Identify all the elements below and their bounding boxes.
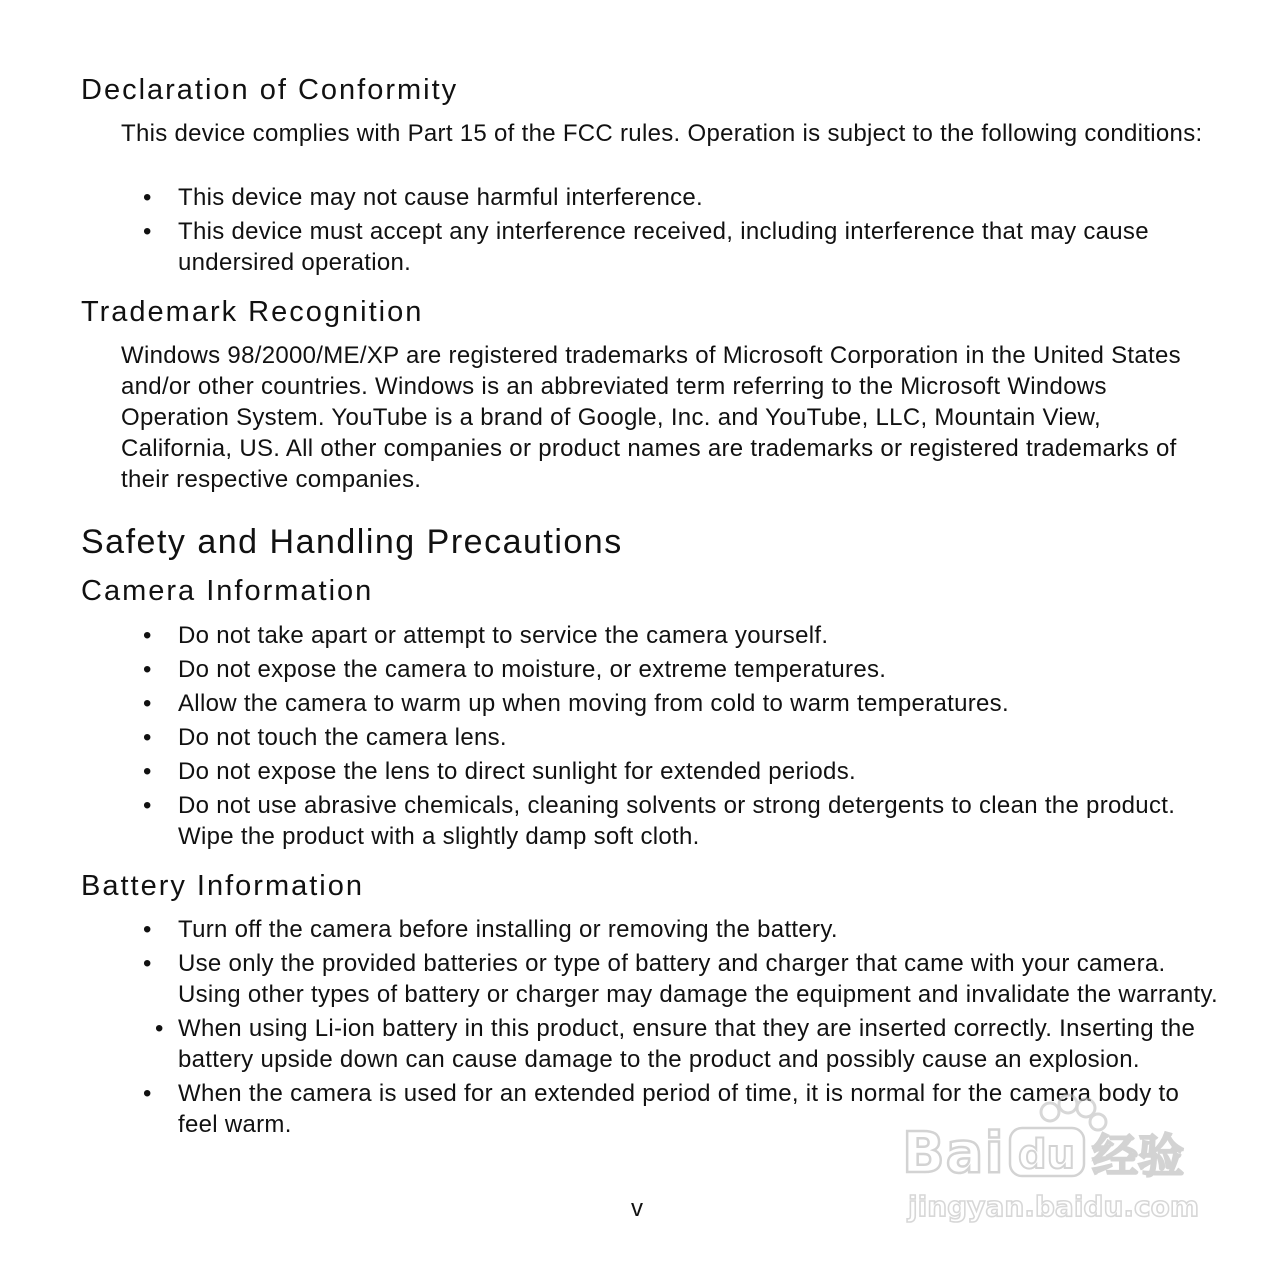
list-item: • This device may not cause harmful interference.	[143, 184, 704, 211]
bullet-icon: •	[143, 622, 152, 649]
bullet-icon: •	[143, 690, 152, 717]
declaration-intro: This device complies with Part 15 of the FCC rules. Operation is subject to the following conditions:	[121, 120, 1203, 147]
list-item: • Allow the camera to warm up when moving from cold to warm temperatures.	[143, 690, 1009, 717]
list-item: • When using Li-ion battery in this product, ensure that they are inserted correctly. Inserting the battery upside down can cause damage to the product and possibly cause an explosion.	[155, 1015, 1196, 1073]
list-item: • This device must accept any interference received, including interference that may cause undersired operation.	[143, 218, 1149, 276]
trademark-body: Windows 98/2000/ME/XP are registered trademarks of Microsoft Corporation in the United States and/or other countries. Windows is an abbreviated term referring to the Microsoft Windows Operation System. YouTube is a brand of Google, Inc. and YouTube, LLC, Mountain View, California, US. All other companies or product names are trademarks or registered trademarks of their respective companies.	[121, 342, 1181, 493]
bullet-icon: •	[155, 1015, 164, 1042]
declaration-heading: Declaration of Conformity	[81, 74, 459, 106]
declaration-list	[0, 182, 1278, 281]
list-item: • Use only the provided batteries or type of battery and charger that came with your camera. Using other types of battery or charger may damage the equipment and invalidate the warranty.	[143, 950, 1219, 1008]
svg-text:jingyan.baidu.com: jingyan.baidu.com	[908, 1190, 1200, 1223]
camera-heading: Camera Information	[81, 575, 374, 607]
list-item: • Turn off the camera before installing or removing the battery.	[143, 916, 838, 943]
svg-text:经验: 经验	[1092, 1129, 1184, 1183]
bullet-icon: •	[143, 792, 152, 819]
list-item: • Do not expose the camera to moisture, or extreme temperatures.	[143, 656, 887, 683]
list-item: • Do not expose the lens to direct sunlight for extended periods.	[143, 758, 856, 785]
bullet-icon: •	[143, 656, 152, 683]
bullet-icon: •	[143, 218, 152, 245]
safety-heading: Safety and Handling Precautions	[81, 523, 623, 561]
list-item: • Do not take apart or attempt to service the camera yourself.	[143, 622, 829, 649]
bullet-icon: •	[143, 758, 152, 785]
camera-list	[0, 620, 1278, 855]
trademark-heading: Trademark Recognition	[81, 296, 424, 328]
list-item: • When the camera is used for an extended period of time, it is normal for the camera body to feel warm.	[143, 1080, 1180, 1138]
list-item: • Do not use abrasive chemicals, cleaning solvents or strong detergents to clean the product. Wipe the product with a slightly damp soft cloth.	[143, 792, 1176, 850]
bullet-icon: •	[143, 184, 152, 211]
svg-text:du: du	[1018, 1132, 1076, 1178]
bullet-icon: •	[143, 950, 152, 977]
list-item: • Do not touch the camera lens.	[143, 724, 507, 751]
page-number: v	[631, 1195, 643, 1222]
svg-text:Bai: Bai	[902, 1121, 1005, 1186]
battery-heading: Battery Information	[81, 870, 364, 902]
bullet-icon: •	[143, 916, 152, 943]
bullet-icon: •	[143, 724, 152, 751]
bullet-icon: •	[143, 1080, 152, 1107]
baidu-watermark-logo	[900, 1090, 1210, 1230]
